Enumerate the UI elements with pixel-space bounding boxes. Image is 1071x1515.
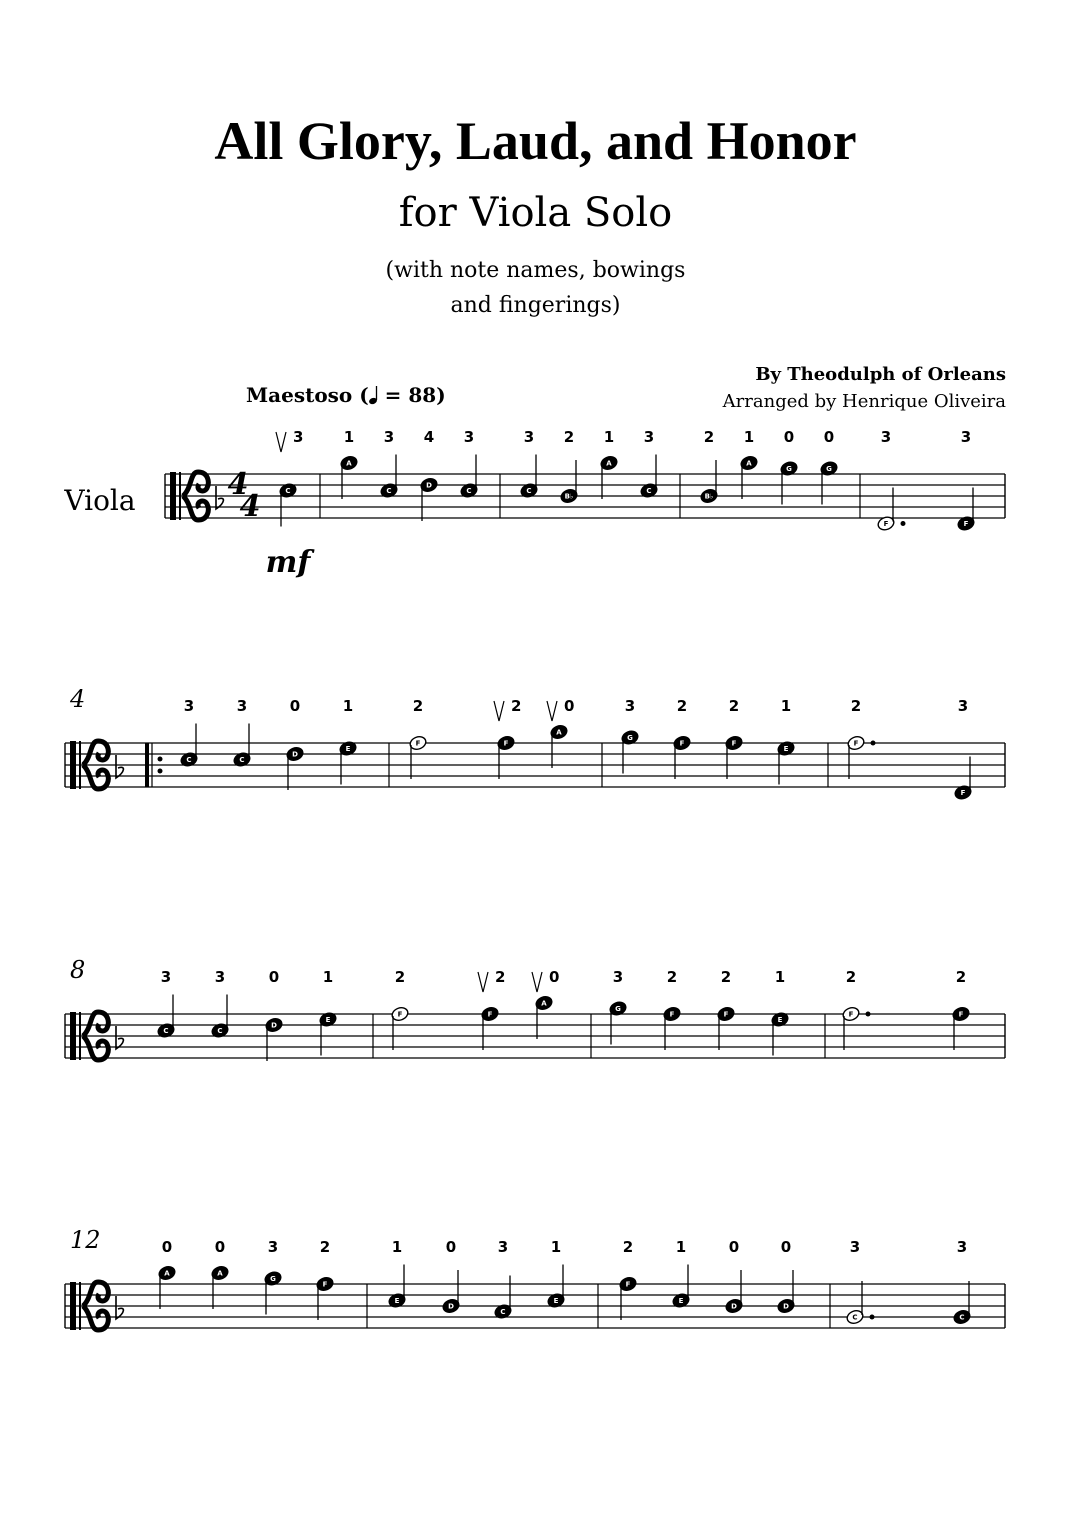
note-name: F: [723, 1010, 729, 1019]
note-name: F: [963, 520, 969, 528]
fingering: 3: [214, 968, 226, 986]
fingering: 1: [391, 1238, 403, 1256]
note-name: G: [627, 734, 633, 742]
note-name: D: [426, 481, 432, 490]
fingering: 3: [624, 697, 636, 715]
fingering: 3: [463, 428, 475, 446]
fingering: 3: [267, 1238, 279, 1256]
up-bow-icon: [478, 972, 488, 992]
measure-number: 12: [70, 1226, 101, 1254]
note-name: F: [679, 739, 685, 748]
note-name: D: [731, 1302, 737, 1311]
fingering: 1: [322, 968, 334, 986]
fingering: 0: [823, 428, 835, 446]
note-name: E: [345, 745, 351, 753]
fingering: 3: [957, 697, 969, 715]
note-name: C: [186, 756, 192, 764]
note-name: C: [163, 1027, 169, 1035]
flat-key-signature-icon: [116, 1296, 123, 1319]
note-name: C: [959, 1313, 965, 1322]
note-name: E: [678, 1297, 684, 1305]
fingering: 0: [161, 1238, 173, 1256]
fingering: 2: [845, 968, 857, 986]
fingering: 3: [880, 428, 892, 446]
note-name: C: [526, 487, 532, 495]
fingering: 2: [720, 968, 732, 986]
note-name: C: [285, 487, 291, 495]
note-name: F: [853, 739, 859, 748]
note-name: E: [783, 745, 789, 753]
note-name: A: [217, 1269, 223, 1278]
dot: [871, 741, 876, 746]
note-name: G: [826, 465, 832, 473]
note-name: F: [958, 1010, 964, 1019]
up-bow-icon: [494, 701, 504, 721]
note-name: G: [270, 1275, 276, 1283]
flat-key-signature-icon: [116, 1026, 123, 1049]
note-name: E: [325, 1016, 331, 1024]
fingering: 2: [511, 697, 522, 715]
note-name: C: [466, 487, 472, 495]
note-name: F: [883, 520, 889, 528]
note-name: E: [553, 1297, 559, 1305]
note-name: D: [783, 1302, 789, 1311]
fingering: 1: [603, 428, 615, 446]
fingering: 3: [293, 428, 304, 446]
measure-number: 8: [70, 956, 86, 984]
fingering: 2: [676, 697, 688, 715]
piece-subtitle: for Viola Solo: [398, 190, 673, 236]
fingering: 2: [728, 697, 740, 715]
fingering: 2: [319, 1238, 331, 1256]
flat-key-signature-icon: [116, 755, 123, 778]
fingering: 3: [160, 968, 172, 986]
fingering: 2: [622, 1238, 634, 1256]
note-name: A: [746, 459, 752, 468]
fingering: 1: [780, 697, 792, 715]
fingering: 1: [342, 697, 354, 715]
subtitle-note-line-2: and fingerings): [450, 293, 621, 318]
note-name: F: [625, 1280, 631, 1289]
fingering: 3: [960, 428, 972, 446]
note-name: C: [852, 1313, 858, 1322]
fingering: 2: [495, 968, 506, 986]
fingering: 1: [550, 1238, 562, 1256]
note-name: G: [615, 1005, 621, 1013]
note-name: F: [322, 1280, 328, 1289]
fingering: 0: [268, 968, 280, 986]
fingering: 1: [743, 428, 755, 446]
note-name: E: [777, 1016, 783, 1024]
measure-number: 4: [70, 685, 86, 713]
fingering: 0: [214, 1238, 226, 1256]
fingering: 2: [394, 968, 406, 986]
up-bow-icon: [547, 701, 557, 721]
note-name: F: [503, 739, 509, 748]
note-name: A: [541, 999, 547, 1008]
fingering: 2: [955, 968, 967, 986]
fingering: 1: [774, 968, 786, 986]
note-name: C: [239, 756, 245, 764]
time-signature-top: 4: [227, 467, 249, 502]
fingering: 2: [563, 428, 575, 446]
tempo-word: Maestoso (: [246, 383, 369, 407]
composer-credit: By Theodulph of Orleans: [755, 364, 1006, 385]
note-name: D: [448, 1302, 454, 1311]
fingering: 3: [497, 1238, 509, 1256]
fingering: 2: [850, 697, 862, 715]
note-name: C: [217, 1027, 223, 1035]
flat-key-signature-icon: [216, 486, 223, 509]
dynamic-marking: mf: [265, 545, 311, 580]
note-name: F: [487, 1010, 493, 1019]
repeat-dot: [158, 769, 163, 774]
fingering: 0: [780, 1238, 792, 1256]
note-name: C: [500, 1308, 506, 1316]
instrument-label: Viola: [64, 484, 136, 517]
fingering: 0: [783, 428, 795, 446]
arranger-credit: Arranged by Henrique Oliveira: [722, 391, 1006, 412]
note-name: F: [669, 1010, 675, 1019]
fingering: 4: [423, 428, 435, 446]
fingering: 3: [383, 428, 395, 446]
dot: [866, 1012, 871, 1017]
fingering: 3: [849, 1238, 861, 1256]
fingering: 3: [183, 697, 195, 715]
note-name: E: [394, 1297, 400, 1305]
note-name: F: [848, 1010, 854, 1019]
note-name: F: [960, 789, 966, 797]
fingering: 0: [728, 1238, 740, 1256]
up-bow-icon: [532, 972, 542, 992]
note-name: B♭: [704, 492, 714, 501]
fingering: 3: [236, 697, 248, 715]
dot: [870, 1315, 875, 1320]
subtitle-note-line-1: (with note names, bowings: [385, 258, 686, 283]
note-name: A: [606, 459, 612, 468]
fingering: 3: [612, 968, 624, 986]
note-name: A: [346, 459, 352, 468]
note-name: A: [164, 1269, 170, 1278]
up-bow-icon: [276, 432, 286, 452]
fingering: 0: [289, 697, 301, 715]
repeat-dot: [158, 757, 163, 762]
note-name: B♭: [564, 492, 574, 501]
fingering: 1: [343, 428, 355, 446]
repeat-thick-bar: [145, 743, 149, 787]
note-name: C: [386, 487, 392, 495]
piece-title: All Glory, Laud, and Honor: [214, 111, 857, 171]
fingering: 2: [703, 428, 715, 446]
note-name: F: [415, 739, 421, 748]
note-name: F: [731, 739, 737, 748]
note-name: D: [271, 1021, 277, 1030]
note-name: D: [292, 750, 298, 759]
fingering: 0: [549, 968, 560, 986]
note-name: C: [646, 487, 652, 495]
fingering: 0: [564, 697, 575, 715]
note-name: A: [556, 728, 562, 737]
note-name: F: [397, 1010, 403, 1019]
fingering: 0: [445, 1238, 457, 1256]
time-signature-bottom: 4: [239, 489, 261, 524]
fingering: 3: [523, 428, 535, 446]
fingering: 3: [956, 1238, 968, 1256]
tempo-value: = 88): [377, 383, 446, 407]
fingering: 1: [675, 1238, 687, 1256]
dot: [901, 521, 906, 526]
note-name: G: [786, 465, 792, 473]
fingering: 2: [412, 697, 424, 715]
fingering: 2: [666, 968, 678, 986]
fingering: 3: [643, 428, 655, 446]
